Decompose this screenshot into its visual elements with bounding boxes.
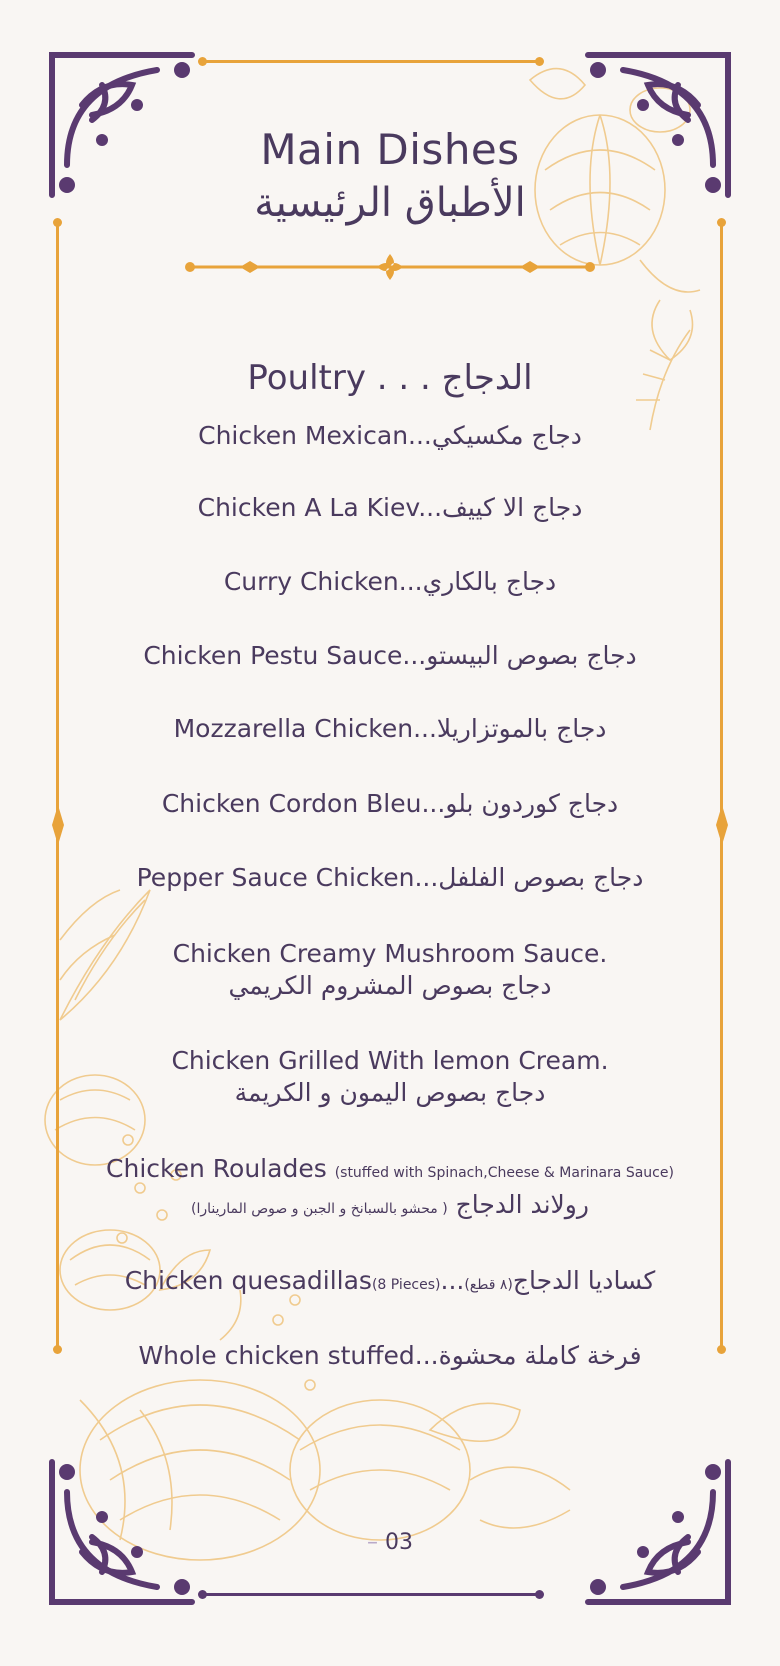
menu-item-name: Chicken Pestu Sauce...دجاج بصوص البيستو [143, 641, 637, 670]
menu-item-name: Mozzarella Chicken...دجاج بالموتزاريلا [173, 714, 607, 743]
frame-dot [535, 57, 544, 66]
menu-item-description: (stuffed with Spinach,Cheese & Marinara Sauce) [334, 1165, 674, 1181]
menu-item [40, 640, 740, 672]
menu-item [40, 862, 740, 894]
menu-item-name: Chicken Grilled With lemon Cream. [171, 1046, 609, 1075]
menu-item [40, 420, 740, 452]
frame-top-line [205, 60, 540, 63]
section-title-poultry: Poultry . . . الدجاج [247, 358, 533, 398]
menu-item-description-arabic: (٨ قطع) [464, 1277, 513, 1293]
menu-item-name: Chicken Cordon Bleu...دجاج كوردون بلو [161, 789, 619, 818]
frame-bottom-line [205, 1593, 540, 1596]
page-title: Main Dishes [260, 125, 520, 174]
page-title-arabic: الأطباق الرئيسية [254, 180, 526, 226]
menu-item-name: Chicken Mexican...دجاج مكسيكي [198, 421, 582, 450]
menu-item-name: Chicken Creamy Mushroom Sauce. [172, 939, 608, 968]
page-number-value: 03 [385, 1530, 413, 1555]
menu-item [40, 1265, 740, 1301]
menu-item-name-arabic: دجاج بصوص اليمون و الكريمة [234, 1078, 546, 1107]
menu-item [40, 788, 740, 820]
menu-item-description: (8 Pieces) [371, 1277, 441, 1293]
menu-item [40, 938, 740, 1002]
menu-item [40, 1340, 740, 1372]
menu-item [40, 713, 740, 745]
page-number: – 03 [367, 1530, 413, 1555]
menu-item [40, 1153, 740, 1225]
menu-item-name: Chicken A La Kiev...دجاج الا كييف [197, 493, 583, 522]
menu-item-name-arabic: رولاند الدجاج [455, 1190, 589, 1219]
menu-item-name: Curry Chicken...دجاج بالكاري [223, 567, 557, 596]
menu-item-name: Chicken Roulades [106, 1154, 327, 1183]
menu-item [40, 492, 740, 524]
title-divider-ornament [180, 252, 600, 282]
menu-item-name: Pepper Sauce Chicken...دجاج بصوص الفلفل [136, 863, 644, 892]
menu-item [40, 566, 740, 598]
menu-item-name-arabic: ...كساديا الدجاج [440, 1266, 656, 1295]
menu-item [40, 1045, 740, 1109]
menu-item-name-arabic: دجاج بصوص المشروم الكريمي [228, 971, 552, 1000]
menu-item-name: Chicken quesadillas [124, 1266, 372, 1295]
menu-item-name: Whole chicken stuffed...فرخة كاملة محشوة [138, 1341, 642, 1370]
menu-item-description-arabic: ( محشو بالسبانخ و الجبن و صوص المارينارا) [191, 1201, 448, 1217]
frame-dot [535, 1590, 544, 1599]
